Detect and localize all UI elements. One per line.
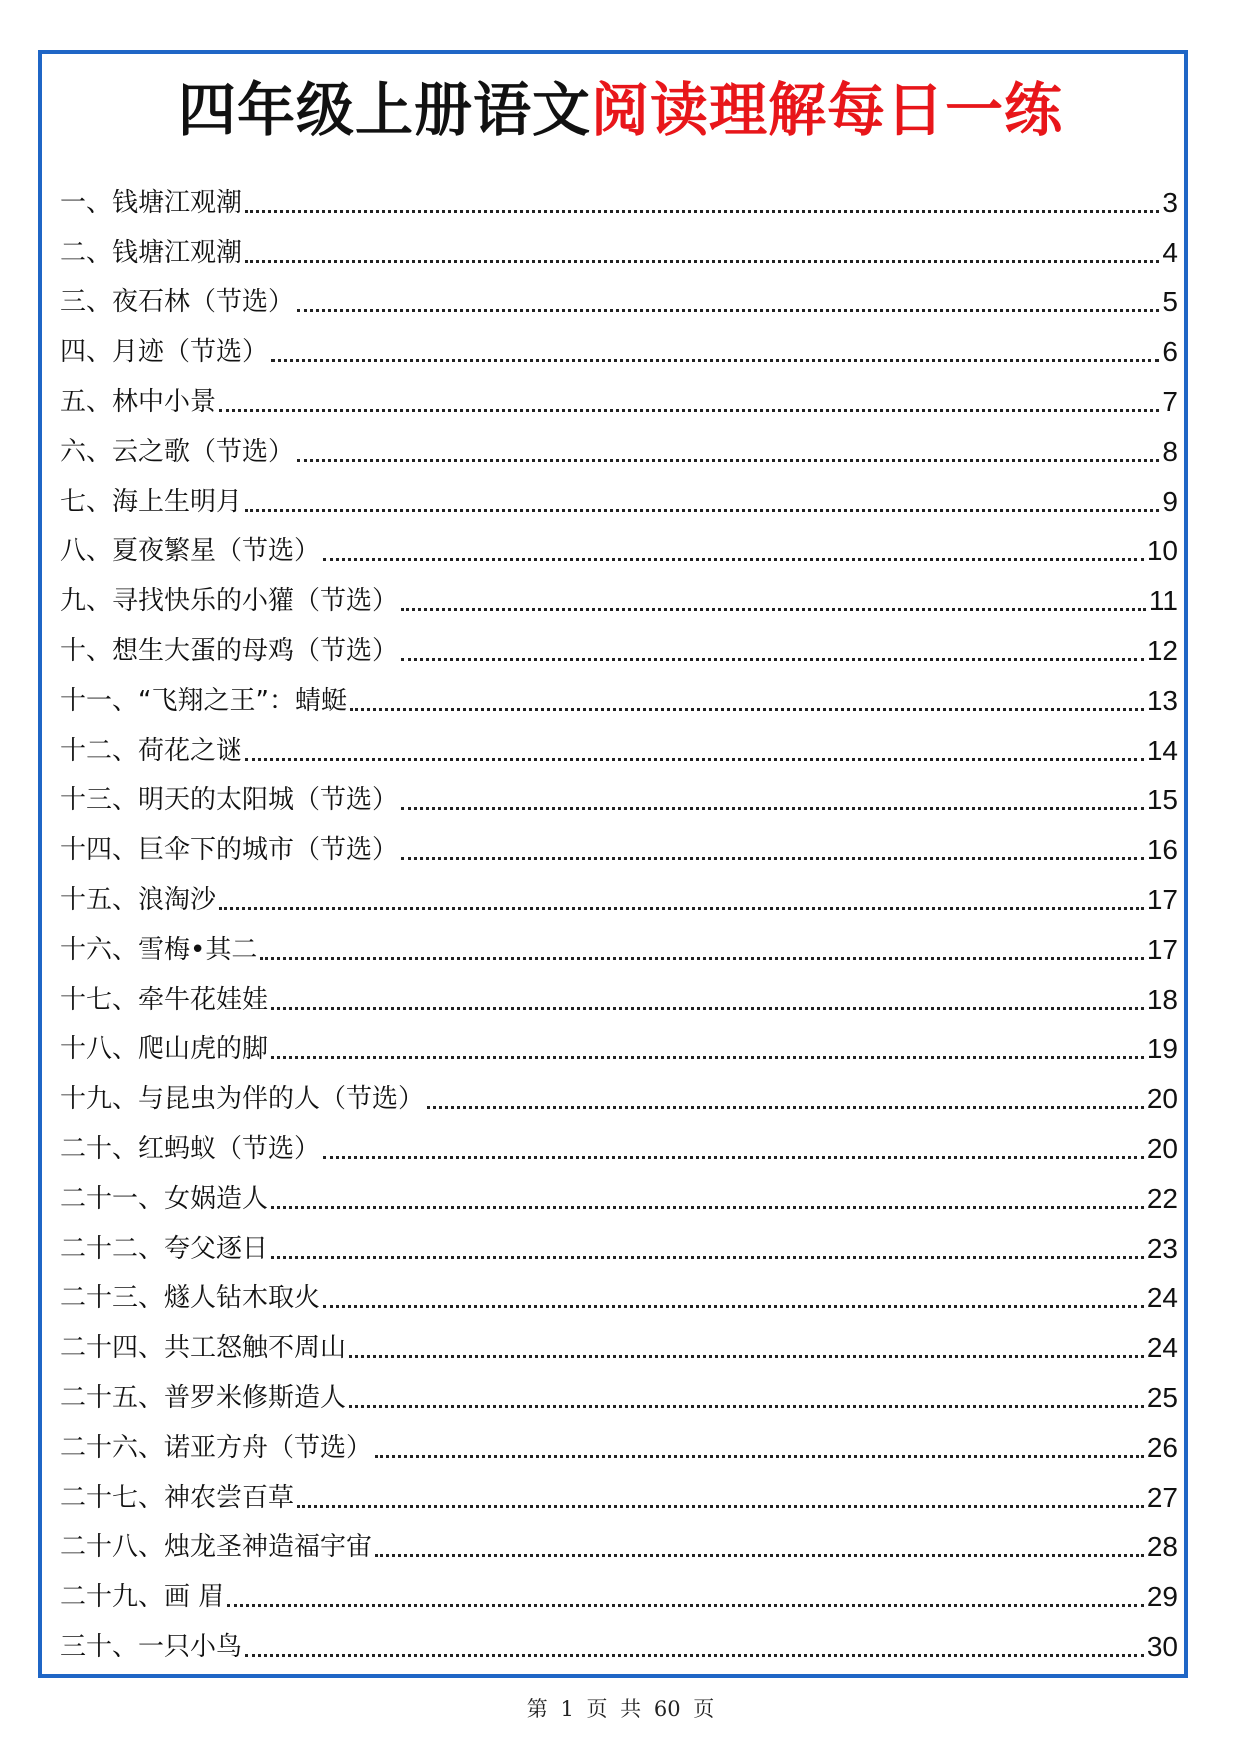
toc-entry[interactable]: [60, 417, 1178, 467]
toc-entry[interactable]: [60, 1463, 1178, 1513]
toc-dot-leader: [375, 1455, 1144, 1458]
toc-entry[interactable]: [60, 716, 1178, 766]
toc-entry[interactable]: [60, 915, 1178, 965]
toc-entry-page-number: 20: [1146, 1132, 1178, 1164]
toc-entry-title: 八、夏夜繁星（节选）: [60, 536, 321, 567]
toc-entry[interactable]: [60, 367, 1178, 417]
toc-entry-title: 三十、一只小鸟: [60, 1631, 243, 1662]
toc-entry[interactable]: [60, 467, 1178, 517]
toc-entry-page-number: 11: [1148, 585, 1178, 617]
toc-entry-page-number: 25: [1146, 1381, 1178, 1413]
toc-entry-page-number: 26: [1146, 1431, 1178, 1463]
toc-dot-leader: [245, 260, 1159, 263]
toc-entry-title: 十一、“飞翔之王”：蜻蜓: [60, 685, 347, 716]
toc-entry[interactable]: [60, 1064, 1178, 1114]
toc-entry[interactable]: [60, 168, 1178, 218]
toc-entry-title: 十八、爬山虎的脚: [60, 1034, 269, 1065]
toc-entry-title: 一、钱塘江观潮: [60, 187, 243, 218]
title-reading-practice: 阅读理解每日一练: [591, 76, 1064, 144]
toc-entry-page-number: 22: [1146, 1182, 1178, 1214]
toc-dot-leader: [245, 509, 1159, 512]
toc-entry-title: 二十一、女娲造人: [60, 1183, 269, 1214]
toc-entry-title: 十四、巨伞下的城市（节选）: [60, 835, 399, 866]
toc-entry-page-number: 17: [1146, 933, 1178, 965]
toc-entry-page-number: 23: [1146, 1232, 1178, 1264]
toc-dot-leader: [271, 1206, 1144, 1209]
toc-entry-title: 二十、红蚂蚁（节选）: [60, 1133, 321, 1164]
toc-entry-page-number: 15: [1146, 784, 1178, 816]
toc-dot-leader: [349, 1355, 1144, 1358]
toc-entry-page-number: 13: [1146, 684, 1178, 716]
toc-entry-page-number: 24: [1146, 1282, 1178, 1314]
toc-dot-leader: [401, 807, 1144, 810]
toc-entry-title: 四、月迹（节选）: [60, 337, 269, 368]
toc-entry[interactable]: [60, 317, 1178, 367]
toc-entry-title: 二十六、诺亚方舟（节选）: [60, 1432, 373, 1463]
page-footer: 第 1 页 共 60 页: [526, 1697, 715, 1721]
toc-dot-leader: [271, 1056, 1144, 1059]
toc-entry-title: 五、林中小景: [60, 386, 217, 417]
toc-entry[interactable]: [60, 1513, 1178, 1563]
toc-dot-leader: [271, 1007, 1144, 1010]
toc-dot-leader: [271, 359, 1159, 362]
toc-dot-leader: [227, 1604, 1144, 1607]
toc-entry-page-number: 18: [1146, 983, 1178, 1015]
toc-entry-page-number: 30: [1146, 1630, 1178, 1662]
toc-entry[interactable]: [60, 1612, 1178, 1662]
toc-dot-leader: [401, 608, 1146, 611]
toc-entry[interactable]: [60, 666, 1178, 716]
toc-entry[interactable]: [60, 1164, 1178, 1214]
toc-entry-title: 十六、雪梅•其二: [60, 934, 258, 965]
toc-entry-title: 二十二、夸父逐日: [60, 1233, 269, 1264]
toc-entry[interactable]: [60, 965, 1178, 1015]
toc-entry-title: 十七、牵牛花娃娃: [60, 984, 269, 1015]
toc-entry[interactable]: [60, 1363, 1178, 1413]
toc-entry-page-number: 7: [1162, 385, 1178, 417]
toc-dot-leader: [219, 907, 1144, 910]
toc-entry-page-number: 5: [1162, 286, 1178, 318]
toc-entry[interactable]: [60, 1313, 1178, 1363]
toc-entry[interactable]: [60, 1264, 1178, 1314]
toc-entry-title: 三、夜石林（节选）: [60, 287, 295, 318]
toc-entry-title: 二十九、画 眉: [60, 1582, 225, 1613]
toc-entry-page-number: 3: [1162, 186, 1178, 218]
toc-entry-page-number: 28: [1146, 1531, 1178, 1563]
toc-entry-title: 十九、与昆虫为伴的人（节选）: [60, 1084, 425, 1115]
toc-dot-leader: [375, 1554, 1144, 1557]
toc-entry-page-number: 14: [1146, 734, 1178, 766]
toc-entry[interactable]: [60, 1114, 1178, 1164]
toc-entry-title: 二十三、燧人钻木取火: [60, 1283, 321, 1314]
toc-entry-page-number: 27: [1146, 1481, 1178, 1513]
toc-entry-title: 六、云之歌（节选）: [60, 436, 295, 467]
toc-dot-leader: [297, 1505, 1144, 1508]
toc-entry[interactable]: [60, 766, 1178, 816]
toc-entry-title: 二十七、神农尝百草: [60, 1482, 295, 1513]
toc-entry-page-number: 20: [1146, 1083, 1178, 1115]
toc-entry-page-number: 24: [1146, 1332, 1178, 1364]
toc-dot-leader: [401, 857, 1144, 860]
toc-dot-leader: [271, 1256, 1144, 1259]
toc-entry[interactable]: [60, 566, 1178, 616]
table-of-contents: [60, 168, 1178, 1662]
toc-dot-leader: [297, 309, 1159, 312]
toc-entry-title: 十三、明天的太阳城（节选）: [60, 785, 399, 816]
toc-dot-leader: [401, 658, 1144, 661]
toc-entry-title: 二十八、烛龙圣神造福宇宙: [60, 1532, 373, 1563]
toc-entry[interactable]: [60, 616, 1178, 666]
toc-dot-leader: [245, 758, 1144, 761]
toc-dot-leader: [245, 210, 1159, 213]
toc-entry[interactable]: [60, 815, 1178, 865]
toc-entry-page-number: 17: [1146, 883, 1178, 915]
toc-entry-page-number: 8: [1162, 435, 1178, 467]
toc-entry-page-number: 4: [1162, 236, 1178, 268]
toc-entry-title: 二十五、普罗米修斯造人: [60, 1382, 347, 1413]
toc-entry[interactable]: [60, 268, 1178, 318]
toc-entry[interactable]: [60, 1413, 1178, 1463]
toc-dot-leader: [219, 409, 1159, 412]
toc-entry-title: 七、海上生明月: [60, 486, 243, 517]
toc-entry[interactable]: [60, 1214, 1178, 1264]
toc-dot-leader: [260, 957, 1144, 960]
toc-entry-page-number: 10: [1146, 535, 1178, 567]
toc-entry-page-number: 12: [1146, 634, 1178, 666]
toc-entry[interactable]: [60, 218, 1178, 268]
toc-entry-page-number: 29: [1146, 1581, 1178, 1613]
toc-dot-leader: [349, 1405, 1144, 1408]
page-title: [0, 70, 1241, 150]
toc-dot-leader: [323, 1305, 1144, 1308]
toc-dot-leader: [297, 459, 1159, 462]
toc-entry-page-number: 6: [1162, 336, 1178, 368]
toc-entry-title: 二十四、共工怒触不周山: [60, 1333, 347, 1364]
toc-entry-page-number: 16: [1146, 834, 1178, 866]
toc-dot-leader: [323, 1156, 1144, 1159]
toc-entry-title: 二、钱塘江观潮: [60, 237, 243, 268]
toc-dot-leader: [323, 558, 1144, 561]
toc-entry[interactable]: [60, 517, 1178, 567]
toc-entry[interactable]: [60, 1562, 1178, 1612]
toc-dot-leader: [427, 1106, 1144, 1109]
toc-entry-title: 十、想生大蛋的母鸡（节选）: [60, 635, 399, 666]
toc-entry-title: 九、寻找快乐的小獾（节选）: [60, 586, 399, 617]
toc-entry-page-number: 9: [1162, 485, 1178, 517]
toc-entry[interactable]: [60, 865, 1178, 915]
title-grade-subject: 四年级上册语文: [177, 76, 591, 144]
toc-entry-page-number: 19: [1146, 1033, 1178, 1065]
toc-dot-leader: [245, 1654, 1144, 1657]
toc-entry-title: 十二、荷花之谜: [60, 735, 243, 766]
toc-dot-leader: [350, 708, 1144, 711]
toc-entry-title: 十五、浪淘沙: [60, 884, 217, 915]
toc-entry[interactable]: [60, 1015, 1178, 1065]
